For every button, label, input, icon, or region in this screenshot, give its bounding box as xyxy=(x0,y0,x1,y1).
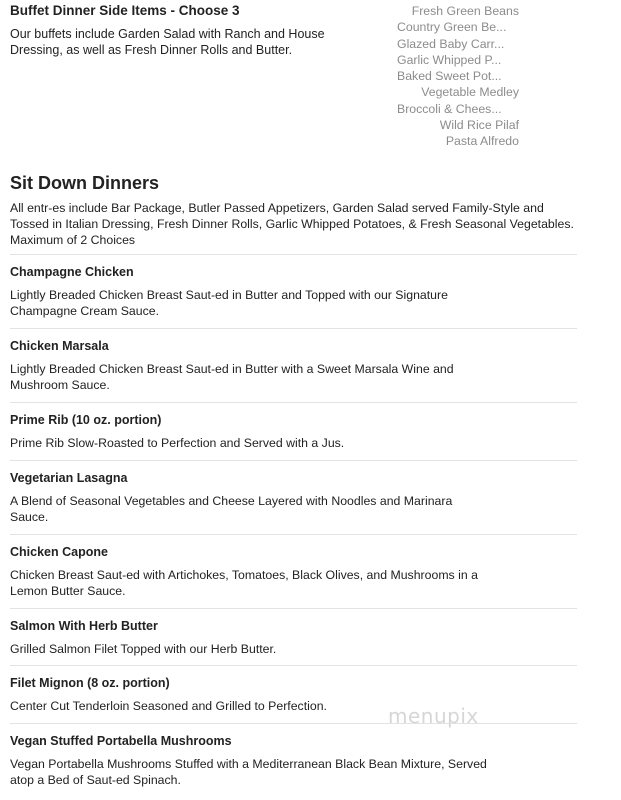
buffet-title: Buffet Dinner Side Items - Choose 3 xyxy=(10,3,240,18)
menu-items-list xyxy=(10,254,577,798)
side-item: Garlic Whipped P... xyxy=(397,52,502,67)
menu-item xyxy=(10,402,577,460)
menu-item-name: Vegan Stuffed Portabella Mushrooms xyxy=(10,734,232,748)
menu-item xyxy=(10,328,577,402)
menu-item-description: Prime Rib Slow-Roasted to Perfection and Served with a Jus. xyxy=(10,436,345,450)
sitdown-title: Sit Down Dinners xyxy=(10,173,160,193)
sitdown-section xyxy=(10,172,577,248)
menu-item xyxy=(10,460,577,534)
menu-item xyxy=(10,723,577,798)
menu-item-description: Chicken Breast Saut-ed with Artichokes, Tomatoes, Black Olives, and Mushrooms in a Lemon Butter Sauce. xyxy=(10,568,478,598)
menu-item-description: Lightly Breaded Chicken Breast Saut-ed in Butter and Topped with our Signature Champagne Cream Sauce. xyxy=(10,288,448,318)
menu-item xyxy=(10,534,577,608)
menu-item-name: Filet Mignon (8 oz. portion) xyxy=(10,676,170,690)
menu-item-name: Chicken Capone xyxy=(10,545,108,559)
sitdown-description: All entr-es include Bar Package, Butler Passed Appetizers, Garden Salad served Family-Style and Tossed in Italian Dressing, Fresh Dinner Rolls, Garlic Whipped Potatoes, & Fresh Seasonal Vegetables. Maximum of 2 Choices xyxy=(10,201,574,247)
menu-item-name: Salmon With Herb Butter xyxy=(10,619,158,633)
side-items-list xyxy=(397,3,519,150)
menu-item xyxy=(10,608,577,665)
buffet-section xyxy=(10,3,370,58)
side-item: Wild Rice Pilaf xyxy=(439,118,519,133)
side-item: Baked Sweet Pot... xyxy=(397,69,502,84)
menu-item-description: A Blend of Seasonal Vegetables and Cheese Layered with Noodles and Marinara Sauce. xyxy=(10,494,453,524)
menu-item-name: Vegetarian Lasagna xyxy=(10,471,128,485)
menu-item-description: Grilled Salmon Filet Topped with our Herb Butter. xyxy=(10,642,277,656)
side-item: Broccoli & Chees... xyxy=(397,101,502,116)
side-item: Glazed Baby Carr... xyxy=(397,36,505,51)
menu-item-description: Vegan Portabella Mushrooms Stuffed with a Mediterranean Black Bean Mixture, Served atop a Bed of Saut-ed Spinach. xyxy=(10,757,487,787)
menupix-watermark: menupix xyxy=(388,704,479,728)
menu-item xyxy=(10,254,577,328)
menu-item-description: Center Cut Tenderloin Seasoned and Grilled to Perfection. xyxy=(10,699,327,713)
side-item: Pasta Alfredo xyxy=(445,134,519,149)
menu-item xyxy=(10,665,577,723)
side-item: Vegetable Medley xyxy=(421,85,519,100)
menu-item-description: Lightly Breaded Chicken Breast Saut-ed in Butter with a Sweet Marsala Wine and Mushroom Sauce. xyxy=(10,362,454,392)
side-item: Country Green Be... xyxy=(397,20,507,35)
menu-item-name: Chicken Marsala xyxy=(10,339,109,353)
menu-item-name: Champagne Chicken xyxy=(10,265,134,279)
buffet-description: Our buffets include Garden Salad with Ranch and House Dressing, as well as Fresh Dinner Rolls and Butter. xyxy=(10,27,325,57)
menu-item-name: Prime Rib (10 oz. portion) xyxy=(10,413,162,427)
side-item: Fresh Green Beans xyxy=(411,4,519,18)
